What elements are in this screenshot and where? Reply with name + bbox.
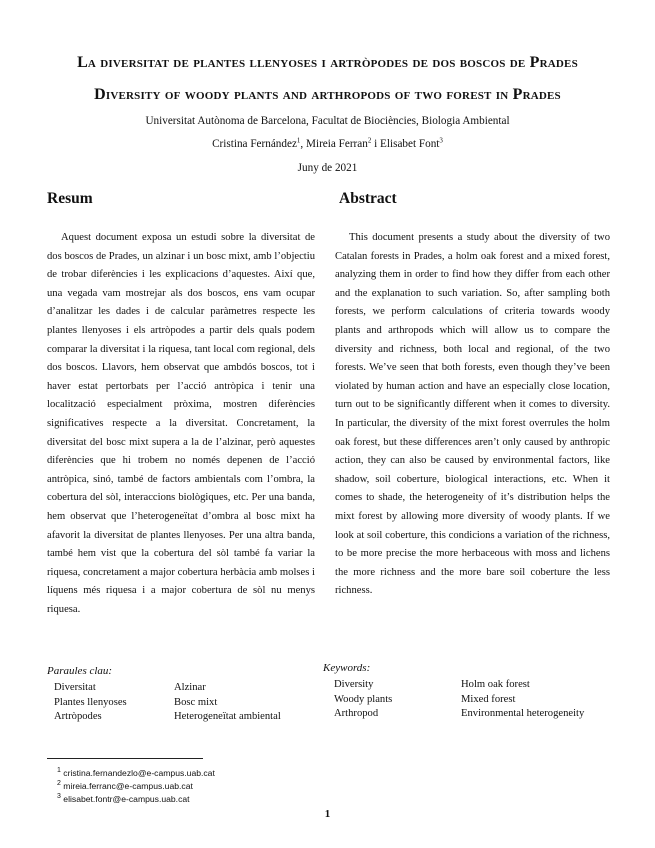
author-footnote-mark: 2 (367, 136, 372, 145)
author-separator: , (300, 138, 307, 150)
keyword: Artròpodes (54, 711, 102, 722)
footnote (57, 793, 215, 806)
keyword: Plantes llenyoses (54, 696, 127, 708)
footnote (57, 780, 215, 793)
keywords-english-label: Keywords: (323, 662, 371, 674)
keyword: Holm oak forest (461, 679, 530, 690)
publication-date: Juny de 2021 (297, 162, 358, 174)
keyword: Arthropod (334, 708, 379, 719)
footnote-mark: 3 (57, 793, 61, 801)
title-catalan: La diversitat de plantes llenyoses i artròpodes de dos boscos de Prades (77, 54, 578, 71)
keyword: Environmental heterogeneity (461, 708, 585, 719)
abstract-heading: Abstract (339, 190, 397, 207)
keywords-catalan-label: Paraules clau: (47, 665, 113, 677)
footnote-email: elisabet.fontr@e-campus.uab.cat (63, 794, 190, 804)
page-number: 1 (324, 808, 331, 820)
keyword: Diversity (334, 679, 374, 690)
footnote-email: cristina.fernandezlo@e-campus.uab.cat (63, 768, 215, 778)
keyword: Woody plants (334, 693, 393, 705)
footnote-mark: 1 (57, 767, 61, 775)
author-list (0, 138, 655, 150)
author-separator: i (371, 138, 381, 150)
keyword: Heterogeneïtat ambiental (174, 711, 281, 722)
footnotes (57, 767, 215, 806)
keywords-english-list (334, 678, 611, 722)
title-english: Diversity of woody plants and arthropods of two forest in Prades (94, 86, 561, 103)
keyword: Bosc mixt (174, 696, 218, 708)
resum-heading: Resum (47, 190, 93, 207)
author-name: Elisabet Font (380, 138, 440, 150)
affiliation: Universitat Autònoma de Barcelona, Facultat de Biociències, Biologia Ambiental (145, 115, 510, 127)
footnote-divider (47, 758, 203, 759)
keyword: Diversitat (54, 682, 96, 693)
author-footnote-mark: 3 (439, 136, 443, 145)
footnote-email: mireia.ferranc@e-campus.uab.cat (63, 781, 193, 791)
resum-text: Aquest document exposa un estudi sobre la diversitat de dos boscos de Prades, un alzinar i un bosc mixt, amb l’objectiu de trobar diferències i les explicacions d’aquestes. Així que, una vegada vam mostrejar als dos boscos, ens vam ocupar d’analitzar les dades i de calcular paràmetres respecte les plantes llenyoses i els artròpodes a partir dels quals podem comparar la diversitat i la riquesa, tant local com regional, dels dos boscos. Llavors, hem observat que ambdós boscos, tot i haver estat pertorbats per l’acció antròpica i tenir una localització especialment pròxima, mostren diferències significatives respecte a la diversitat. Concretament, la diversitat del bosc mixt supera a la de l’alzinar, però aquestes diferències que hi trobem no només depenen de l’acció antròpica, sinó, també de factors ambientals com l’ombra, la cobertura del sòl, interaccions biològiques, etc. Per una banda, hem observat que l’heterogeneïtat d’ombra al bosc mixt ha afavorit la diversitat de plantes llenyoses. Per una altra banda, també hem vist que la cobertura del sòl també fa variar la riquesa, concretament a major cobertura herbàcia amb molses i líquens més riquesa i a major cobertura de sòl nu menys riquesa. (47, 232, 315, 615)
footnote (57, 767, 215, 780)
keyword: Mixed forest (461, 693, 516, 705)
author-name: Mireia Ferran (306, 138, 368, 150)
footnote-mark: 2 (57, 780, 61, 788)
keywords-catalan-list (54, 681, 314, 725)
author-name: Cristina Fernández (212, 138, 297, 150)
keyword: Alzinar (174, 682, 206, 693)
author-footnote-mark: 1 (296, 136, 301, 145)
abstract-text: This document presents a study about the diversity of two Catalan forests in Prades, a holm oak forest and a mixed forest, analyzing them in order to find how they differ from each other and the explanation to such variation. So, after sampling both forests, we perform calculations of criteria towards woody plants and arthropods which will allow us to compare the diversity and richness, both local and regional, of the two forests. We’ve seen that both forests, even though they’ve been violated by human action and have an especially close location, turn out to be significantly different when it comes to diversity. In particular, the diversity of the mixt forest overrules the holm oak forest, but these differences aren’t only caused by anthropic action, they can also be caused by environmental factors, like shadow, soil coberture, biological interactions, etc. When it comes to shade, the heterogeneity of it’s distribution helps the mixt forest by allowing more diversity of woody plants. If we look at soil coberture, this condicions a variation of the richness, to be more precise the more herbaceous with moss and lichens the more richness and the more bare soil coberture the less richness. (335, 232, 610, 597)
